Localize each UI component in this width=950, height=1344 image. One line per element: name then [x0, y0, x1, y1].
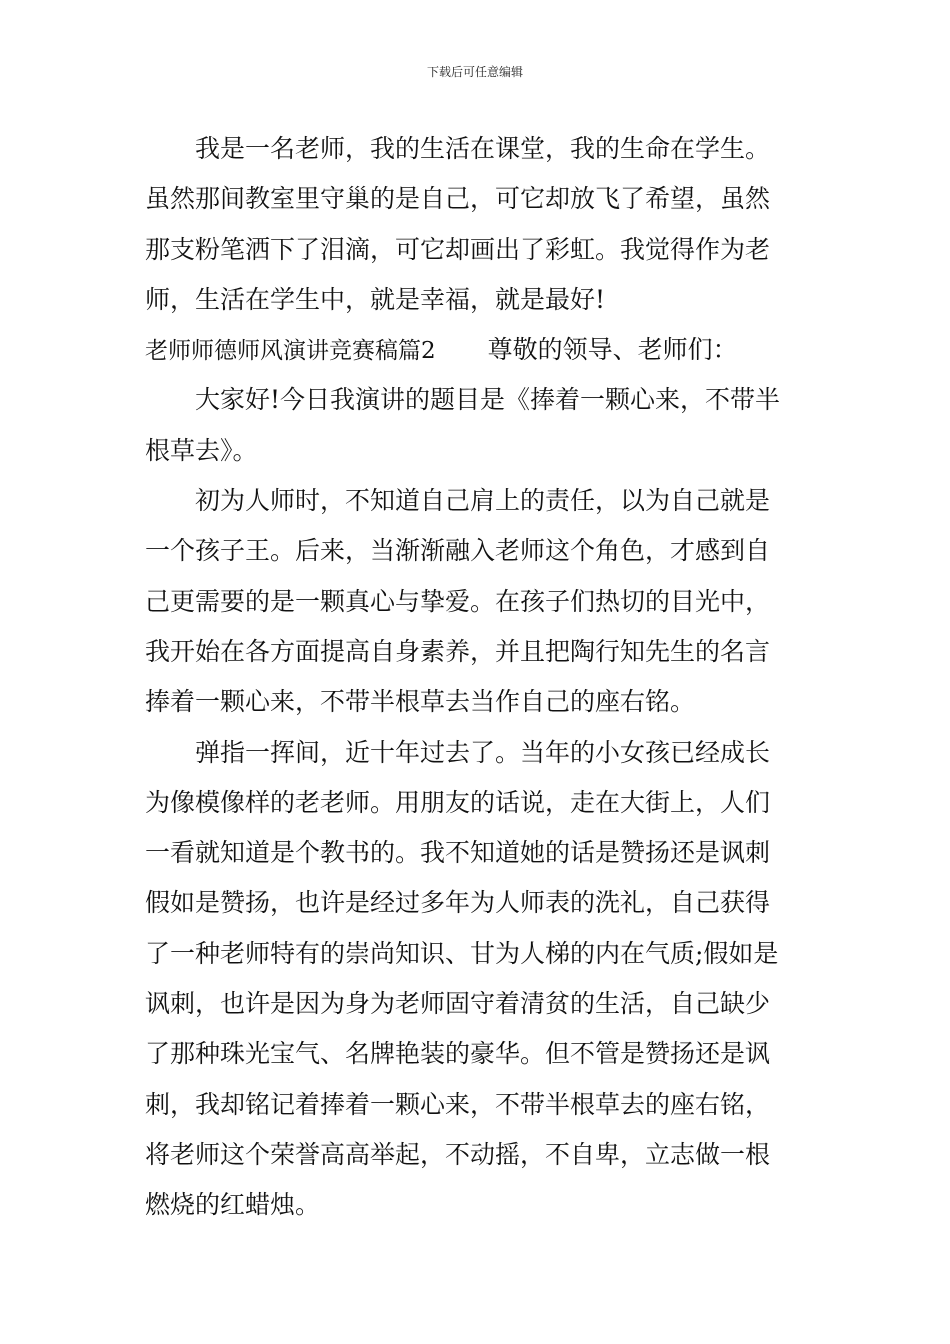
text-line: 了一种老师特有的崇尚知识、甘为人梯的内在气质;假如是 [145, 938, 779, 968]
text-line: 讽刺，也许是因为身为老师固守着清贫的生活，自己缺少 [145, 989, 771, 1019]
text-line: 我是一名老师，我的生活在课堂，我的生命在学生。 [145, 134, 771, 163]
document-body [145, 124, 810, 1231]
text-line: 弹指一挥间，近十年过去了。当年的小女孩已经成长 [145, 737, 771, 767]
text-line: 我开始在各方面提高自身素养，并且把陶行知先生的名言 [145, 636, 771, 666]
text-line: 那支粉笔洒下了泪滴，可它却画出了彩虹。我觉得作为老 [145, 234, 771, 264]
text-line: 师，生活在学生中，就是幸福，就是最好! [145, 284, 606, 314]
text-line: 假如是赞扬，也许是经过多年为人师表的洗礼，自己获得 [145, 888, 771, 918]
text-line: 初为人师时，不知道自己肩上的责任，以为自己就是 [145, 486, 771, 516]
text-line: 一看就知道是个教书的。我不知道她的话是赞扬还是讽刺 [145, 838, 771, 868]
text-line: 虽然那间教室里守巢的是自己，可它却放飞了希望，虽然 [145, 184, 771, 214]
text-line: 为像模像样的老老师。用朋友的话说，走在大街上，人们 [145, 787, 771, 817]
text-line: 己更需要的是一颗真心与挚爱。在孩子们热切的目光中， [145, 586, 771, 616]
page-header-watermark: 下载后可任意编辑 [426, 65, 523, 79]
text-line: 刺，我却铭记着捧着一颗心来，不带半根草去的座右铭， [145, 1089, 771, 1119]
text-line: 根草去》。 [145, 435, 258, 465]
text-line: 将老师这个荣誉高高举起，不动摇，不自卑，立志做一根 [145, 1139, 771, 1169]
section-title: 老师师德师风演讲竞赛稿篇2 [145, 338, 436, 365]
salutation: 尊敬的领导、老师们： [487, 335, 738, 365]
text-line: 了那种珠光宝气、名牌艳装的豪华。但不管是赞扬还是讽 [145, 1039, 771, 1069]
text-line: 一个孩子王。后来，当渐渐融入老师这个角色，才感到自 [145, 536, 771, 566]
text-line: 大家好!今日我演讲的题目是《捧着一颗心来，不带半 [145, 385, 781, 415]
text-line: 捧着一颗心来，不带半根草去当作自己的座右铭。 [145, 687, 696, 717]
text-line: 燃烧的红蜡烛。 [145, 1190, 321, 1220]
section-heading [145, 325, 810, 375]
